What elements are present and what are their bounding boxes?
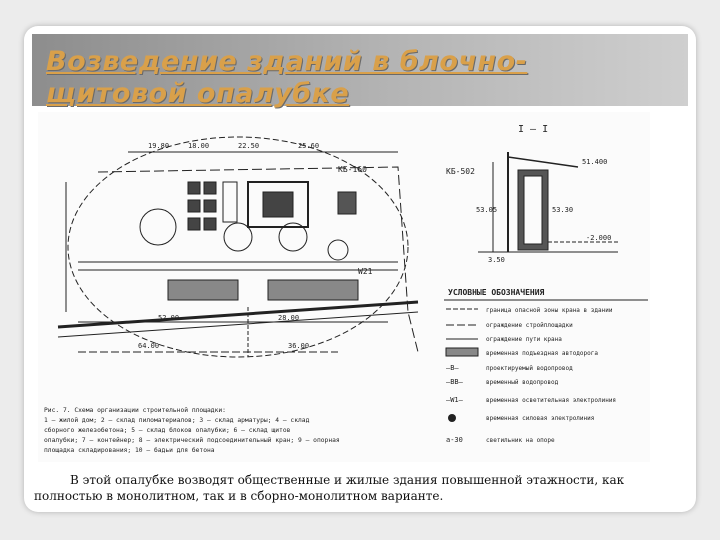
crane-label: КБ-160: [338, 165, 367, 174]
figure-caption-line: опалубки; 7 – контейнер; 8 – электрический подсоединительный кран; 9 – опорная: [44, 437, 340, 444]
title-band: [32, 34, 688, 109]
storage-box-1: [188, 182, 200, 194]
figure-caption-line: Рис. 7. Схема организации строительной площадки:: [44, 407, 226, 414]
storage-box-2: [204, 182, 216, 194]
level-label: -2.000: [586, 234, 612, 242]
dim-label: 25.60: [298, 142, 320, 150]
legend-item-text: ограждение пути крана: [486, 336, 562, 343]
figure-caption-line: площадка складирования; 10 – бадьи для бетона: [44, 447, 215, 454]
legend-symbol-power: [448, 414, 456, 422]
legend-symbol-road: [446, 348, 478, 356]
legend-item-text: ограждение стройплощадки: [486, 322, 573, 329]
storage-box-3: [188, 200, 200, 212]
line-label: W21: [358, 267, 373, 276]
figure-caption-line: сборного железобетона; 5 – склад блоков опалубки; 6 – склад щитов: [44, 427, 291, 434]
road-segment-1: [168, 280, 238, 300]
level-label: 51.400: [582, 158, 608, 166]
building-inner: [263, 192, 293, 217]
slide-caption: В этой опалубке возводят общественные и жилые здания повышенной этажности, как полностью в монолитном, так и в сборно-монолитном варианте.: [34, 473, 625, 503]
crane-circle-2: [224, 223, 252, 251]
dim-label: 18.00: [188, 142, 210, 150]
dim-label: 52.00: [158, 314, 180, 322]
figure-caption: [44, 406, 340, 454]
slide-title: Возведение зданий в блочно-щитовой опалубке: [46, 46, 528, 109]
dim-label: 22.50: [238, 142, 260, 150]
site-plan-labels: [138, 142, 373, 350]
drawing-svg: [38, 112, 650, 462]
legend-item-text: временный водопровод: [486, 379, 559, 386]
section-dim: 53.30: [552, 206, 574, 214]
crane-circle-4: [328, 240, 348, 260]
dim-label: 64.00: [138, 342, 160, 350]
storage-box-4: [204, 200, 216, 212]
construction-site-drawing: [38, 112, 650, 462]
dim-label: 19.80: [148, 142, 170, 150]
legend-symbol: —BВ—: [446, 378, 463, 386]
section-dim: 53.05: [476, 206, 498, 214]
storage-box-6: [204, 218, 216, 230]
figure-caption-line: 1 – жилой дом; 2 – склад пиломатериалов; 3 – склад арматуры; 4 – склад: [44, 417, 310, 424]
road-segment-2: [268, 280, 358, 300]
dim-label: 28.00: [278, 314, 300, 322]
crane-circle-1: [140, 209, 176, 245]
legend-symbol: а-30: [446, 436, 463, 444]
legend: [444, 288, 648, 444]
legend-item-text: граница опасной зоны крана в здании: [486, 307, 613, 314]
legend-item-text: временная осветительная электролиния: [486, 397, 617, 404]
section-title: I – I: [518, 124, 549, 135]
legend-symbol: —W1—: [446, 396, 463, 404]
building-section-inner: [524, 176, 542, 244]
legend-item-text: временная силовая электролиния: [486, 415, 595, 422]
container: [338, 192, 356, 214]
legend-title: УСЛОВНЫЕ ОБОЗНАЧЕНИЯ: [448, 288, 545, 297]
main-road: [58, 302, 418, 327]
slide: [24, 26, 696, 512]
section-crane-label: КБ-502: [446, 167, 475, 176]
legend-item-text: временная подъездная автодорога: [486, 350, 598, 357]
crane-jib: [508, 157, 578, 167]
site-fence: [98, 167, 418, 352]
storage-stack: [223, 182, 237, 222]
legend-item-text: светильник на опоре: [486, 437, 555, 444]
storage-box-5: [188, 218, 200, 230]
legend-symbol: —B—: [446, 364, 459, 372]
dim-label: 36.00: [288, 342, 310, 350]
section-dim: 3.50: [488, 256, 505, 264]
legend-item-text: проектируемый водопровод: [486, 365, 573, 372]
